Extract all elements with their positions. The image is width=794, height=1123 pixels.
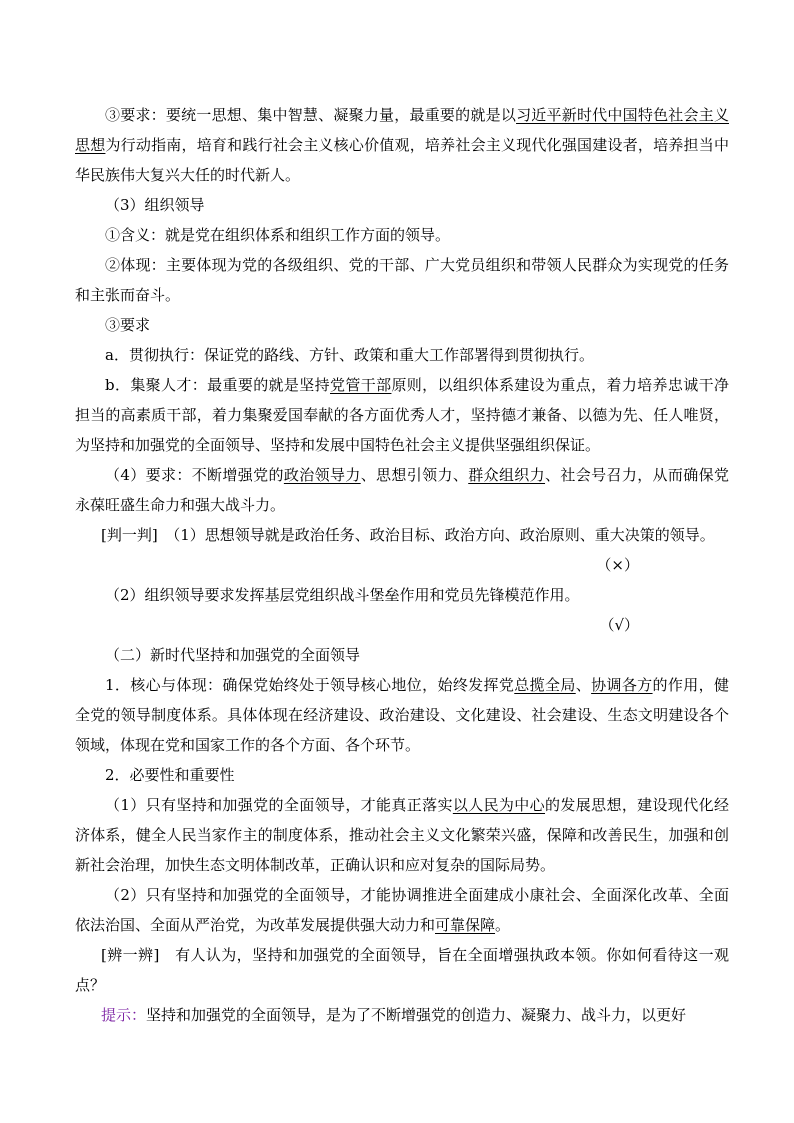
underlined-keyword: 以人民为中心 (452, 796, 546, 814)
paragraph-org-requirement: ③要求 (105, 316, 151, 334)
text: 1．核心与体现：确保党始终处于领导核心地位，始终发挥党 (105, 676, 515, 694)
judge-answer-2: （√） (599, 616, 639, 634)
underlined-keyword: 协调各方 (591, 676, 653, 694)
paragraph-requirement-4 (75, 460, 729, 520)
debate-label: [辨一辨] (101, 946, 160, 964)
text: ③要求：要统一思想、集中智慧、凝聚力量，最重要的就是以 (105, 106, 517, 124)
debate-question (75, 940, 729, 1000)
paragraph-org-embody: ②体现：主要体现为党的各级组织、党的干部、广大党员组织和带领人民群众为实现党的任务和主张而奋斗。 (75, 256, 729, 304)
underlined-keyword: 党管干部 (330, 376, 392, 394)
underlined-keyword: 政治领导力 (283, 466, 361, 484)
judge-question-2: （2）组织领导要求发挥基层党组织战斗堡垒作用和党员先锋模范作用。 (105, 586, 580, 604)
text: 有人认为，坚持和加强党的全面领导，旨在全面增强执政本领。你如何看待这一观点？ (75, 946, 729, 994)
text: 坚持和加强党的全面领导，是为了不断增强党的创造力、凝聚力、战斗力，以更好 (146, 1006, 687, 1024)
text: 原则，以组织体系建设为重点，着力培养忠诚干净担当的高素质干部，着力集聚爱国奉献的各方面优秀人才，坚持德才兼备、以德为先、任人唯贤，为坚持和加强党的全面领导、坚持和发展中国特色社会主义提供坚强组织保证。 (75, 376, 729, 454)
paragraph-org-meaning: ①含义：就是党在组织体系和组织工作方面的领导。 (105, 226, 451, 244)
text: （4）要求：不断增强党的 (105, 466, 284, 484)
judge-label: [判一判] (101, 526, 158, 544)
paragraph-req-a: a．贯彻执行：保证党的路线、方针、政策和重大工作部署得到贯彻执行。 (105, 346, 594, 364)
heading-necessity: 2．必要性和重要性 (105, 766, 235, 784)
paragraph-necessity-2 (75, 880, 729, 940)
hint-paragraph (75, 1000, 729, 1030)
text: （2）只有坚持和加强党的全面领导，才能协调推进全面建成小康社会、全面深化改革、全面依法治国、全面从严治党，为改革发展提供强大动力和 (75, 886, 729, 934)
document-body (75, 100, 729, 1030)
hint-label: 提示： (101, 1006, 147, 1024)
paragraph-core (75, 670, 729, 760)
paragraph-necessity-1 (75, 790, 729, 880)
text: b．集聚人才：最重要的就是坚持 (105, 376, 330, 394)
underlined-keyword: 可靠保障 (435, 916, 496, 934)
underlined-keyword: 习近平新时代中国特色社会主义思想 (75, 106, 729, 154)
underlined-keyword: 群众组织力 (468, 466, 546, 484)
paragraph-thought-requirement (75, 100, 729, 190)
text: 、 (575, 676, 592, 694)
text: （1）思想领导就是政治任务、政治目标、政治方向、政治原则、重大决策的领导。 (172, 526, 715, 544)
paragraph-req-b (75, 370, 729, 460)
judge-question-1 (75, 520, 729, 550)
text: 为行动指南，培育和践行社会主义核心价值观，培养社会主义现代化强国建设者，培养担当中华民族伟大复兴大任的时代新人。 (75, 136, 729, 184)
text: 的作用，健全党的领导制度体系。具体体现在经济建设、政治建设、文化建设、社会建设、生态文明建设各个领域，体现在党和国家工作的各个方面、各个环节。 (75, 676, 729, 754)
heading-new-era: （二）新时代坚持和加强党的全面领导 (105, 646, 361, 664)
underlined-keyword: 总揽全局 (514, 676, 576, 694)
text: （1）只有坚持和加强党的全面领导，才能真正落实 (105, 796, 453, 814)
heading-organization-leadership: （3）组织领导 (105, 196, 205, 214)
text: 、社会号召力，从而确保党永葆旺盛生命力和强大战斗力。 (75, 466, 729, 514)
judge-answer-1: （×） (596, 556, 639, 574)
text: 、思想引领力、 (360, 466, 469, 484)
text: 的发展思想，建设现代化经济体系，健全人民当家作主的制度体系，推动社会主义文化繁荣兴盛，保障和改善民生，加强和创新社会治理，加快生态文明体制改革，正确认识和应对复杂的国际局势。 (75, 796, 729, 874)
text: 。 (495, 916, 511, 934)
